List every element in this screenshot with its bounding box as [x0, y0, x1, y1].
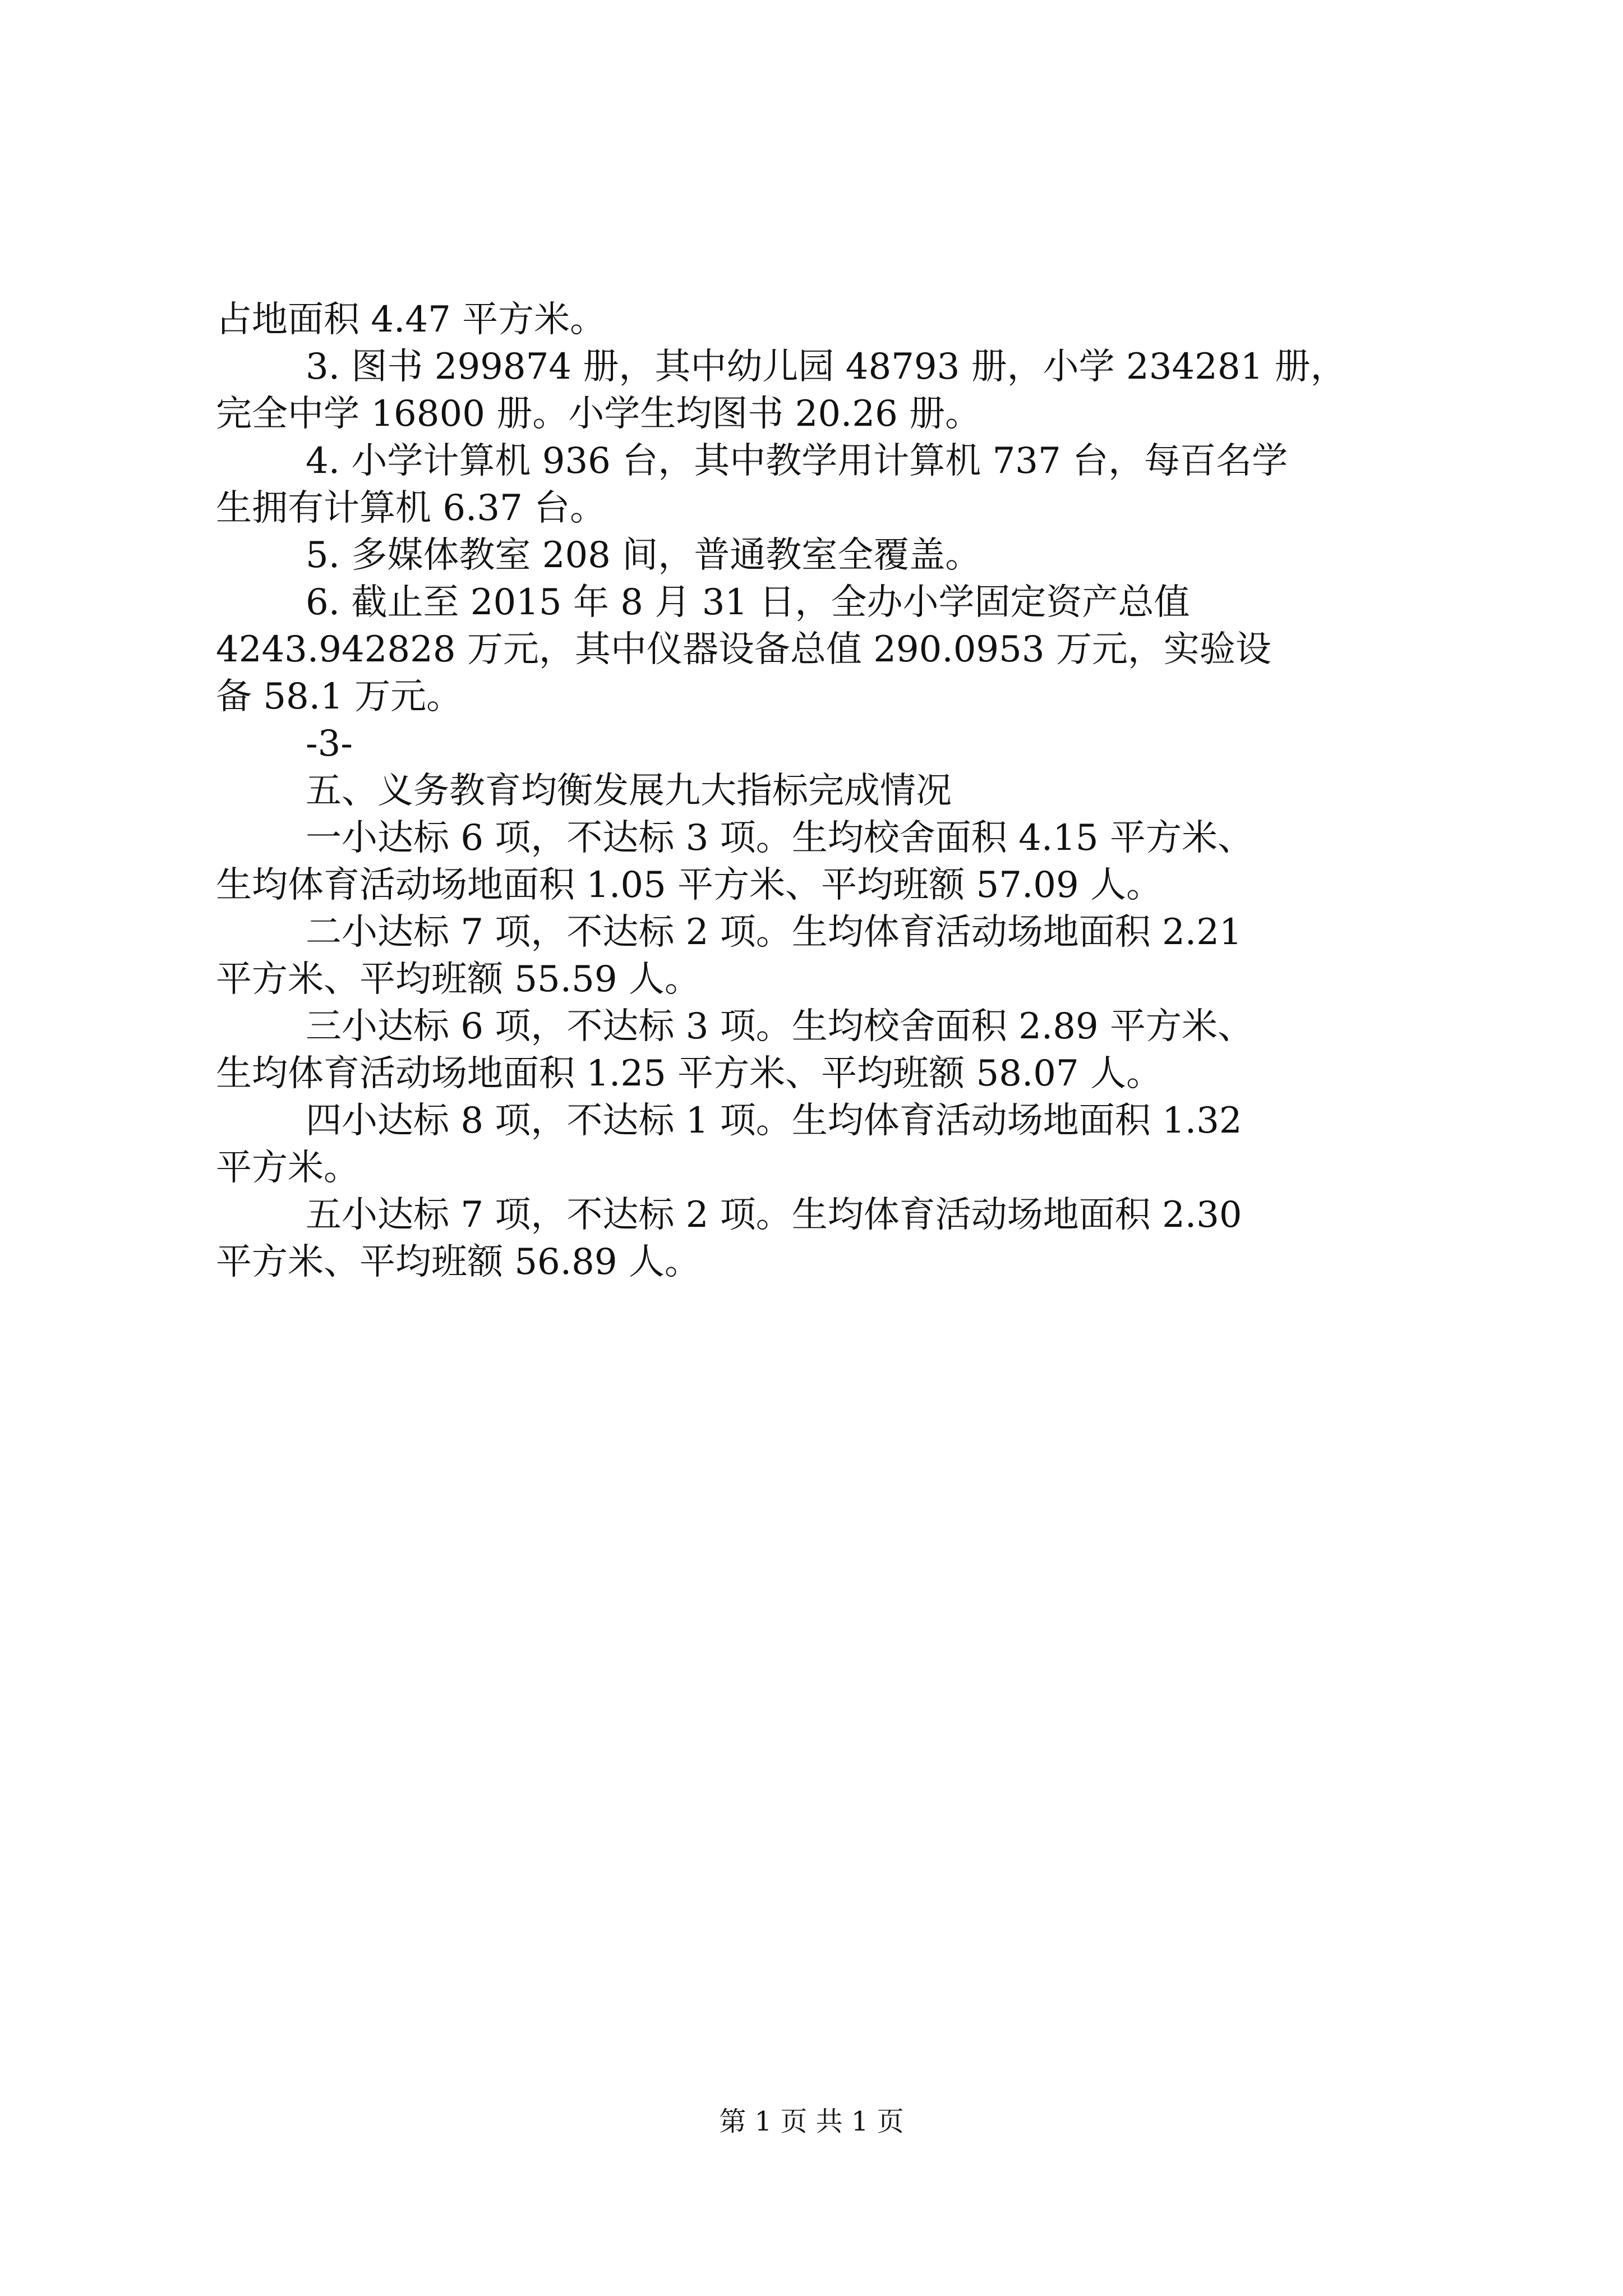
text-line: 5. 多媒体教室 208 间，普通教室全覆盖。 [306, 535, 981, 576]
text-line: 6. 截止至 2015 年 8 月 31 日，全办小学固定资产总值 [306, 582, 1190, 623]
text-line: 五小达标 7 项，不达标 2 项。生均体育活动场地面积 2.30 [306, 1194, 1242, 1236]
text-line: 完全中学 16800 册。小学生均图书 20.26 册。 [216, 393, 981, 435]
text-line: 平方米。 [216, 1147, 359, 1189]
text-line: 3. 图书 299874 册，其中幼儿园 48793 册，小学 234281 册， [306, 346, 1347, 388]
text-line: 平方米、平均班额 55.59 人。 [216, 959, 700, 1000]
section-heading: 五、义务教育均衡发展九大指标完成情况 [306, 770, 952, 812]
text-line: 占地面积 4.47 平方米。 [216, 299, 606, 341]
text-line: 4243.942828 万元，其中仪器设备总值 290.0953 万元，实验设 [216, 629, 1271, 670]
text-line: 四小达标 8 项，不达标 1 项。生均体育活动场地面积 1.32 [306, 1100, 1242, 1142]
text-line: 生均体育活动场地面积 1.25 平方米、平均班额 58.07 人。 [216, 1053, 1163, 1094]
text-line: 三小达标 6 项，不达标 3 项。生均校舍面积 2.89 平方米、 [306, 1006, 1253, 1047]
text-line: 生拥有计算机 6.37 台。 [216, 487, 606, 529]
text-line: 一小达标 6 项，不达标 3 项。生均校舍面积 4.15 平方米、 [306, 817, 1253, 859]
text-line: 平方米、平均班额 56.89 人。 [216, 1241, 700, 1283]
text-line: 生均体育活动场地面积 1.05 平方米、平均班额 57.09 人。 [216, 864, 1163, 906]
document-body [216, 296, 1422, 1286]
page-number-marker: -3- [306, 723, 353, 765]
page-footer: 第 1 页 共 1 页 [719, 2106, 904, 2137]
text-line: 4. 小学计算机 936 台，其中教学用计算机 737 台，每百名学 [306, 440, 1288, 482]
text-line: 二小达标 7 项，不达标 2 项。生均体育活动场地面积 2.21 [306, 912, 1242, 953]
text-line: 备 58.1 万元。 [216, 676, 463, 717]
